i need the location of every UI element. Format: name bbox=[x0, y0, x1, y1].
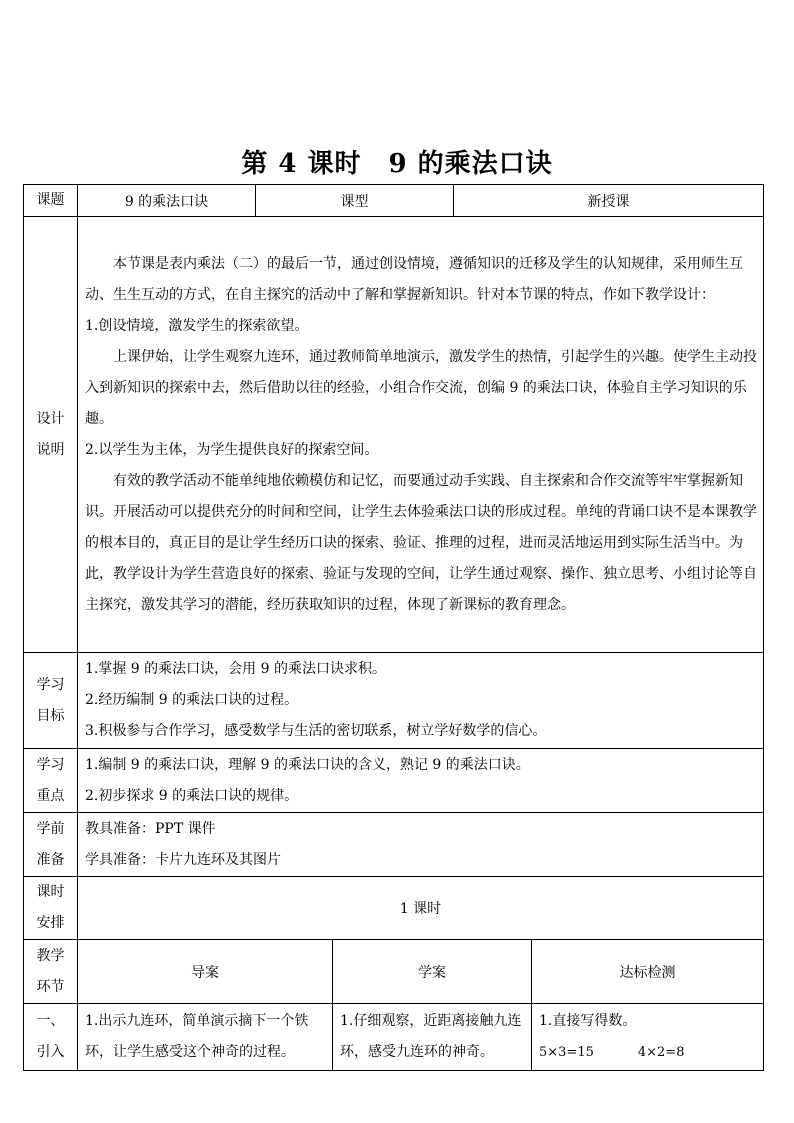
process-header-row bbox=[24, 940, 764, 1004]
design-paragraph: 上课伊始，让学生观察九连环，通过教师简单地演示，激发学生的热情，引起学生的兴趣。使学生主动投入到新知识的探索中去，然后借助以往的经验，小组合作交流，创编 9 的乘法口诀，体验自主学习知识的乐趣。 bbox=[85, 348, 757, 427]
intro-label: 一、 引入 bbox=[24, 1004, 78, 1071]
schedule-row bbox=[24, 877, 764, 940]
header-row bbox=[24, 185, 764, 217]
lesson-plan-table bbox=[23, 184, 764, 1071]
column-check: 达标检测 bbox=[532, 940, 764, 1004]
schedule-value: 1 课时 bbox=[78, 877, 764, 940]
topic-value: 9 的乘法口诀 bbox=[78, 185, 256, 217]
goal-item: 1.掌握 9 的乘法口诀，会用 9 的乘法口诀求积。 bbox=[85, 661, 386, 677]
process-label: 教学 环节 bbox=[24, 940, 78, 1004]
column-guide: 导案 bbox=[78, 940, 333, 1004]
type-value: 新授课 bbox=[454, 185, 764, 217]
focus-item: 1.编制 9 的乘法口诀，理解 9 的乘法口诀的含义，熟记 9 的乘法口诀。 bbox=[85, 756, 530, 773]
design-paragraph: 有效的教学活动不能单纯地依赖模仿和记忆，而要通过动手实践、自主探索和合作交流等牢牢掌握新知识。开展活动可以提供充分的时间和空间，让学生去体验乘法口诀的形成过程。单纯的背诵口诀不是本课教学的根本目的，真正目的是让学生经历口诀的探索、验证、推理的过程，进而灵活地运用到实际生活当中。为此，教学设计为学生营造良好的探索、验证与发现的空间，让学生通过观察、操作、独立思考、小组讨论等自主探究，激发其学习的潜能，经历获取知识的过程，体现了新课标的教育理念。 bbox=[85, 472, 757, 613]
focus-label: 学习 重点 bbox=[24, 749, 78, 813]
column-study: 学案 bbox=[333, 940, 532, 1004]
intro-study: 1.仔细观察，近距离接触九连环，感受九连环的神奇。 bbox=[333, 1004, 532, 1071]
focus-row bbox=[24, 749, 764, 813]
intro-check: 1.直接写得数。 5×3=15 4×2=8 bbox=[532, 1004, 764, 1071]
schedule-label: 课时 安排 bbox=[24, 877, 78, 940]
type-label: 课型 bbox=[256, 185, 454, 217]
goal-item: 2.经历编制 9 的乘法口诀的过程。 bbox=[85, 692, 299, 708]
prep-row bbox=[24, 813, 764, 877]
goals-label: 学习 目标 bbox=[24, 653, 78, 749]
design-point: 1.创设情境，激发学生的探索欲望。 bbox=[85, 317, 309, 334]
design-label: 设计 说明 bbox=[24, 217, 78, 653]
design-content bbox=[78, 217, 764, 653]
prep-label: 学前 准备 bbox=[24, 813, 78, 877]
prep-item: 教具准备：PPT 课件 bbox=[85, 820, 216, 837]
design-row bbox=[24, 217, 764, 653]
page-title: 第 4 课时 9 的乘法口诀 bbox=[241, 149, 553, 179]
equation: 5×3=15 bbox=[539, 1045, 594, 1060]
focus-item: 2.初步探求 9 的乘法口诀的规律。 bbox=[85, 787, 299, 804]
intro-guide: 1.出示九连环，简单演示摘下一个铁环，让学生感受这个神奇的过程。 bbox=[78, 1004, 333, 1071]
goal-item: 3.积极参与合作学习，感受数学与生活的密切联系，树立学好数学的信心。 bbox=[85, 723, 547, 739]
intro-row bbox=[24, 1004, 764, 1071]
design-paragraph: 本节课是表内乘法（二）的最后一节，通过创设情境，遵循知识的迁移及学生的认知规律，采用师生互动、生生互动的方式，在自主探究的活动中了解和掌握新知识。针对本节课的特点，作如下教学设计： bbox=[85, 255, 743, 303]
goals-row bbox=[24, 653, 764, 749]
design-point: 2.以学生为主体，为学生提供良好的探索空间。 bbox=[85, 441, 379, 458]
equation: 4×2=8 bbox=[637, 1045, 685, 1060]
focus-content bbox=[78, 749, 764, 813]
goals-content bbox=[78, 653, 764, 749]
prep-item: 学具准备：卡片九连环及其图片 bbox=[85, 851, 281, 868]
topic-label: 课题 bbox=[24, 185, 78, 217]
prep-content bbox=[78, 813, 764, 877]
